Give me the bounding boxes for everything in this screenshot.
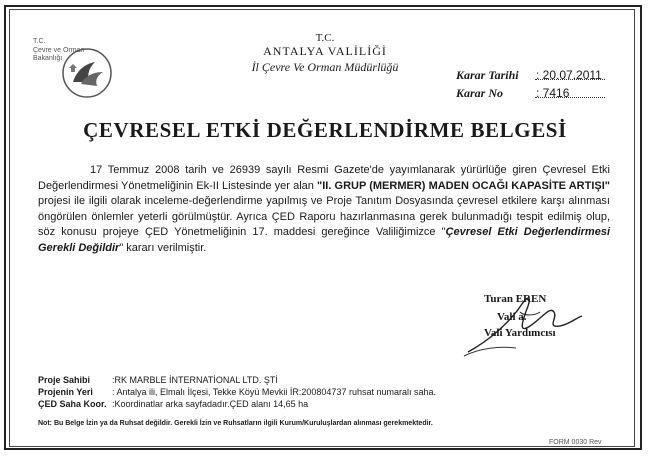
decision-no-dots (535, 97, 605, 98)
project-owner-value: :RK MARBLE İNTERNATİONAL LTD. ŞTİ (112, 375, 278, 385)
body-text-1: 17 Temmuz 2008 tarih ve 26939 sayılı Resmi Gazete'de yayımlanarak yürürlüğe giren Çevresel Etki Değerlendirmesi Yönetmeliğinin Ek-II Listesinde yer alan (38, 164, 610, 192)
body-text-3: " kararı verilmiştir. (119, 241, 207, 254)
certificate-body (38, 163, 610, 256)
decision-date-dots (535, 79, 605, 80)
project-area-label: ÇED Saha Koor. (38, 399, 107, 409)
project-location-label: Projenin Yeri (38, 387, 93, 397)
project-owner-label: Proje Sahibi (38, 375, 91, 385)
decision-date-value: : 20.07.2011 (536, 68, 602, 82)
decision-date-label: Karar Tarihi (456, 68, 519, 82)
header-directorate: İl Çevre Ve Orman Müdürlüğü (251, 60, 399, 74)
signatory-name: Turan EREN (484, 293, 547, 305)
header-tc: T.C. (315, 32, 335, 44)
logo-line1: T.C. (33, 38, 46, 45)
project-area-row (38, 399, 309, 409)
project-name: "II. GRUP (MERMER) MADEN OCAĞI KAPASİTE ARTIŞI" (317, 179, 610, 192)
signatory-title1: Vali a. (497, 311, 527, 323)
footer-note: Not: Bu Belge İzin ya da Ruhsat değildir. Gerekli İzin ve Ruhsatların ilgili Kurum/Kuruluşlardan alınması gerekmektedir. (38, 420, 433, 427)
project-area-value: :Koordinatlar arka sayfadadır.ÇED alanı 14,65 ha (112, 399, 309, 409)
decision-text: Çevresel Etki Değerlendirmesi Gerekli Değildir (38, 226, 611, 254)
project-location-row (38, 387, 436, 397)
logo-line2: Çevre ve Orman (33, 46, 85, 54)
signatory-title2: Vali Yardımcısı (484, 327, 556, 339)
decision-no-label: Karar No (456, 86, 504, 100)
project-owner-row (38, 375, 278, 385)
logo-line3: Bakanlığı (33, 55, 63, 62)
project-location-value: : Antalya ili, Elmalı İlçesi, Tekke Köyü Mevkii İR:200804737 ruhsat numaralı saha. (112, 387, 436, 397)
decision-no-value: : 7416 (536, 86, 570, 100)
form-code: FORM 0030 Rev (549, 439, 602, 446)
header-governorship: ANTALYA VALİLİĞİ (263, 44, 387, 58)
decision-number (456, 86, 570, 101)
body-text-2: projesi ile ilgili olarak inceleme-değerlendirme yapılmış ve Proje Tanıtım Dosyasında çevresel etkilere karşı alınması öngörülen önlemler yeterli görülmüştür. Ayrıca ÇED Raporu hazırlanmasına gerek bulunmadığı tespit edilmiş olup, söz konusu projeye ÇED Yönetmeliğinin 17. maddesi gereğince Valiliğimizce " (38, 195, 610, 238)
document-title: ÇEVRESEL ETKİ DEĞERLENDİRME BELGESİ (83, 118, 567, 142)
decision-date (456, 68, 602, 83)
